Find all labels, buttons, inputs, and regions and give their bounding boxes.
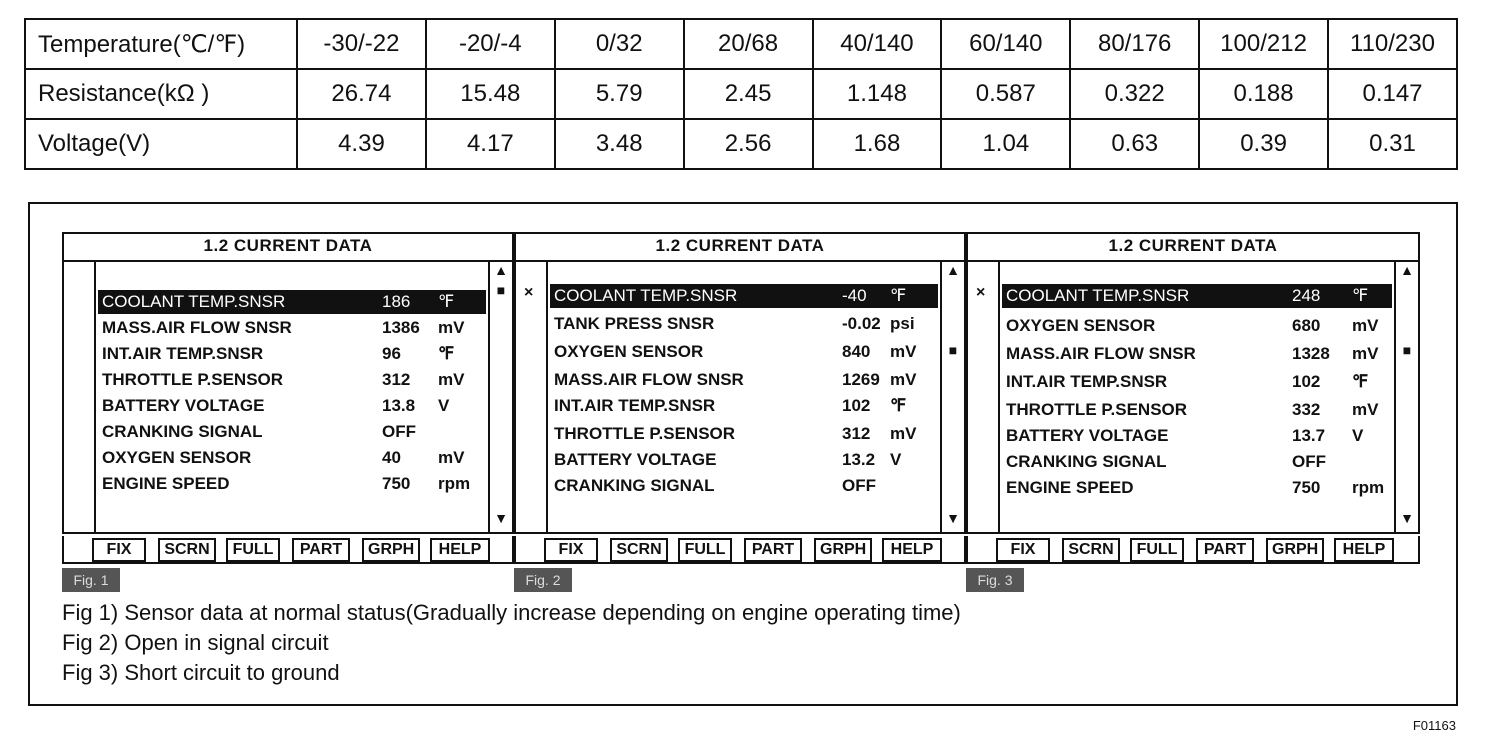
scroll-up-icon[interactable]: ▲ xyxy=(946,262,960,278)
sensor-unit: V xyxy=(890,450,902,469)
table-cell: 2.56 xyxy=(684,119,813,169)
data-row[interactable] xyxy=(98,394,486,418)
table-cell: 0.31 xyxy=(1328,119,1457,169)
marker-column xyxy=(516,260,548,532)
sensor-name: BATTERY VOLTAGE xyxy=(554,450,717,469)
fkey-help-button[interactable]: HELP xyxy=(882,538,942,562)
table-cell: 1.148 xyxy=(813,69,942,119)
sensor-unit: ℉ xyxy=(890,396,907,415)
sensor-value: 102 xyxy=(1292,372,1321,391)
sensor-name: THROTTLE P.SENSOR xyxy=(554,424,736,443)
table-cell: 100/212 xyxy=(1199,19,1328,69)
fkey-part-button[interactable]: PART xyxy=(292,538,350,562)
data-row[interactable] xyxy=(550,340,938,364)
table-cell: 0/32 xyxy=(555,19,684,69)
selected-data-row[interactable] xyxy=(98,290,486,314)
screen-body xyxy=(62,260,514,534)
figure-tag: Fig. 2 xyxy=(514,568,572,592)
function-key-bar xyxy=(966,536,1420,564)
scroll-thumb-icon[interactable]: ■ xyxy=(1402,342,1412,358)
sensor-name: INT.AIR TEMP.SNSR xyxy=(554,396,716,415)
sensor-unit: mV xyxy=(890,370,917,389)
fkey-grph-button[interactable]: GRPH xyxy=(814,538,872,562)
table-cell: 0.147 xyxy=(1328,69,1457,119)
sensor-name: THROTTLE P.SENSOR xyxy=(1006,400,1188,419)
sensor-value: OFF xyxy=(842,476,876,495)
sensor-value: 13.7 xyxy=(1292,426,1326,445)
fkey-fix-button[interactable]: FIX xyxy=(544,538,598,562)
sensor-unit: mV xyxy=(438,370,465,389)
data-row[interactable] xyxy=(1002,476,1392,500)
sensor-value: 1269 xyxy=(842,370,880,389)
sensor-name: COOLANT TEMP.SNSR xyxy=(1006,286,1190,305)
row-header: Temperature(℃/℉) xyxy=(25,19,297,69)
sensor-value: 312 xyxy=(842,424,871,443)
table-row xyxy=(25,119,1457,169)
sensor-unit: V xyxy=(438,396,450,415)
sensor-name: ENGINE SPEED xyxy=(102,474,230,493)
function-key-bar xyxy=(62,536,514,564)
sensor-name: MASS.AIR FLOW SNSR xyxy=(1006,344,1196,363)
table-cell: 60/140 xyxy=(941,19,1070,69)
table-cell: 1.04 xyxy=(941,119,1070,169)
scroll-up-icon[interactable]: ▲ xyxy=(1400,262,1414,278)
selected-data-row[interactable] xyxy=(1002,284,1392,308)
table-cell: 2.45 xyxy=(684,69,813,119)
row-header: Voltage(V) xyxy=(25,119,297,169)
data-row[interactable] xyxy=(550,368,938,392)
table-cell: 4.39 xyxy=(297,119,426,169)
fkey-grph-button[interactable]: GRPH xyxy=(1266,538,1324,562)
table-cell: 4.17 xyxy=(426,119,555,169)
fkey-full-button[interactable]: FULL xyxy=(1130,538,1184,562)
sensor-unit: mV xyxy=(890,424,917,443)
table-cell: 80/176 xyxy=(1070,19,1199,69)
table-cell: 40/140 xyxy=(813,19,942,69)
data-row[interactable] xyxy=(98,368,486,392)
table-cell: 20/68 xyxy=(684,19,813,69)
sensor-name: BATTERY VOLTAGE xyxy=(102,396,265,415)
sensor-unit: mV xyxy=(1352,400,1379,419)
table-row xyxy=(25,19,1457,69)
scrollbar[interactable] xyxy=(488,260,512,532)
figure-frame xyxy=(28,202,1458,706)
fkey-scrn-button[interactable]: SCRN xyxy=(1062,538,1120,562)
data-row[interactable] xyxy=(1002,370,1392,394)
screen-title: 1.2 CURRENT DATA xyxy=(966,232,1420,262)
sensor-value: 750 xyxy=(382,474,411,493)
sensor-unit: mV xyxy=(1352,316,1379,335)
scroll-thumb-icon[interactable]: ■ xyxy=(496,282,506,298)
caption-fig3: Fig 3) Short circuit to ground xyxy=(62,660,340,685)
sensor-unit: mV xyxy=(890,342,917,361)
sensor-value: 680 xyxy=(1292,316,1321,335)
screen-body xyxy=(966,260,1420,534)
table-cell: -30/-22 xyxy=(297,19,426,69)
sensor-name: OXYGEN SENSOR xyxy=(1006,316,1156,335)
scroll-down-icon[interactable]: ▼ xyxy=(1400,510,1414,526)
sensor-value: OFF xyxy=(1292,452,1326,471)
scrollbar[interactable] xyxy=(1394,260,1418,532)
data-row[interactable] xyxy=(1002,314,1392,338)
data-list xyxy=(98,260,486,532)
data-row[interactable] xyxy=(550,394,938,418)
fkey-help-button[interactable]: HELP xyxy=(430,538,490,562)
table-cell: 26.74 xyxy=(297,69,426,119)
sensor-unit: rpm xyxy=(438,474,471,493)
sensor-value: 96 xyxy=(382,344,401,363)
sensor-unit: ℉ xyxy=(890,286,907,305)
scroll-up-icon[interactable]: ▲ xyxy=(494,262,508,278)
data-row[interactable] xyxy=(98,316,486,340)
sensor-unit: ℉ xyxy=(1352,372,1369,391)
sensor-name: MASS.AIR FLOW SNSR xyxy=(102,318,292,337)
data-row[interactable] xyxy=(98,446,486,470)
sensor-unit: ℉ xyxy=(438,344,455,363)
sensor-unit: mV xyxy=(1352,344,1379,363)
table-cell: 3.48 xyxy=(555,119,684,169)
data-row[interactable] xyxy=(550,422,938,446)
screen-body xyxy=(514,260,966,534)
sensor-name: BATTERY VOLTAGE xyxy=(1006,426,1169,445)
sensor-value: 13.2 xyxy=(842,450,876,469)
scroll-thumb-icon[interactable]: ■ xyxy=(948,342,958,358)
sensor-value: 1386 xyxy=(382,318,420,337)
data-row[interactable] xyxy=(98,420,486,444)
sensor-value: 750 xyxy=(1292,478,1321,497)
sensor-name: TANK PRESS SNSR xyxy=(554,314,715,333)
table-cell: 5.79 xyxy=(555,69,684,119)
screen-title: 1.2 CURRENT DATA xyxy=(62,232,514,262)
data-list xyxy=(1002,260,1392,532)
sensor-unit: ℉ xyxy=(1352,286,1369,305)
fkey-scrn-button[interactable]: SCRN xyxy=(158,538,216,562)
data-row[interactable] xyxy=(550,474,938,498)
sensor-value: 1328 xyxy=(1292,344,1330,363)
table-cell: 110/230 xyxy=(1328,19,1457,69)
sensor-value: -0.02 xyxy=(842,314,881,333)
sensor-unit: ℉ xyxy=(438,292,455,311)
table-row xyxy=(25,69,1457,119)
figure-tag: Fig. 1 xyxy=(62,568,120,592)
sensor-name: CRANKING SIGNAL xyxy=(554,476,715,495)
data-row[interactable] xyxy=(550,448,938,472)
marker-column xyxy=(968,260,1000,532)
sensor-unit: mV xyxy=(438,318,465,337)
sensor-value: 40 xyxy=(382,448,401,467)
scroll-down-icon[interactable]: ▼ xyxy=(946,510,960,526)
sensor-name: OXYGEN SENSOR xyxy=(554,342,704,361)
data-row[interactable] xyxy=(1002,450,1392,474)
table-cell: 15.48 xyxy=(426,69,555,119)
fkey-grph-button[interactable]: GRPH xyxy=(362,538,420,562)
table-cell: 0.39 xyxy=(1199,119,1328,169)
fkey-fix-button[interactable]: FIX xyxy=(92,538,146,562)
sensor-value: 312 xyxy=(382,370,411,389)
scan-tool-screen-3 xyxy=(966,232,1420,566)
scan-tool-screen-2 xyxy=(514,232,966,566)
table-cell: -20/-4 xyxy=(426,19,555,69)
caption-fig2: Fig 2) Open in signal circuit xyxy=(62,630,329,655)
sensor-value: 102 xyxy=(842,396,871,415)
sensor-name: ENGINE SPEED xyxy=(1006,478,1134,497)
figure-code: F01163 xyxy=(1412,718,1456,733)
data-row[interactable] xyxy=(550,312,938,336)
data-list xyxy=(550,260,938,532)
sensor-unit: V xyxy=(1352,426,1364,445)
sensor-value: 248 xyxy=(1292,286,1321,305)
caption-fig1: Fig 1) Sensor data at normal status(Gradually increase depending on engine operating time) xyxy=(62,600,961,625)
sensor-value: 332 xyxy=(1292,400,1321,419)
sensor-value: OFF xyxy=(382,422,416,441)
fkey-help-button[interactable]: HELP xyxy=(1334,538,1394,562)
data-row[interactable] xyxy=(98,342,486,366)
fkey-fix-button[interactable]: FIX xyxy=(996,538,1050,562)
selection-marker-icon: × xyxy=(524,284,534,301)
sensor-unit: rpm xyxy=(1352,478,1385,497)
table-cell: 1.68 xyxy=(813,119,942,169)
data-row[interactable] xyxy=(98,472,486,496)
fkey-scrn-button[interactable]: SCRN xyxy=(610,538,668,562)
fkey-full-button[interactable]: FULL xyxy=(678,538,732,562)
table-cell: 0.63 xyxy=(1070,119,1199,169)
sensor-unit: mV xyxy=(438,448,465,467)
row-header: Resistance(kΩ ) xyxy=(25,69,297,119)
sensor-name: CRANKING SIGNAL xyxy=(102,422,263,441)
sensor-value: 840 xyxy=(842,342,871,361)
sensor-name: COOLANT TEMP.SNSR xyxy=(554,286,738,305)
sensor-name: MASS.AIR FLOW SNSR xyxy=(554,370,744,389)
sensor-name: CRANKING SIGNAL xyxy=(1006,452,1167,471)
sensor-value: -40 xyxy=(842,286,867,305)
sensor-name: OXYGEN SENSOR xyxy=(102,448,252,467)
fkey-full-button[interactable]: FULL xyxy=(226,538,280,562)
data-row[interactable] xyxy=(1002,424,1392,448)
sensor-unit: psi xyxy=(890,314,915,333)
table-cell: 0.188 xyxy=(1199,69,1328,119)
sensor-value: 13.8 xyxy=(382,396,416,415)
spec-table xyxy=(24,18,1458,170)
selection-marker-icon: × xyxy=(976,284,986,301)
data-row[interactable] xyxy=(1002,398,1392,422)
sensor-value: 186 xyxy=(382,292,411,311)
scrollbar[interactable] xyxy=(940,260,964,532)
table-cell: 0.587 xyxy=(941,69,1070,119)
fkey-part-button[interactable]: PART xyxy=(1196,538,1254,562)
sensor-name: INT.AIR TEMP.SNSR xyxy=(1006,372,1168,391)
marker-column xyxy=(64,260,96,532)
sensor-name: COOLANT TEMP.SNSR xyxy=(102,292,286,311)
scan-tool-screen-1 xyxy=(62,232,514,566)
fkey-part-button[interactable]: PART xyxy=(744,538,802,562)
scroll-down-icon[interactable]: ▼ xyxy=(494,510,508,526)
screen-title: 1.2 CURRENT DATA xyxy=(514,232,966,262)
sensor-name: INT.AIR TEMP.SNSR xyxy=(102,344,264,363)
selected-data-row[interactable] xyxy=(550,284,938,308)
sensor-name: THROTTLE P.SENSOR xyxy=(102,370,284,389)
figure-tag: Fig. 3 xyxy=(966,568,1024,592)
data-row[interactable] xyxy=(1002,342,1392,366)
function-key-bar xyxy=(514,536,966,564)
table-cell: 0.322 xyxy=(1070,69,1199,119)
